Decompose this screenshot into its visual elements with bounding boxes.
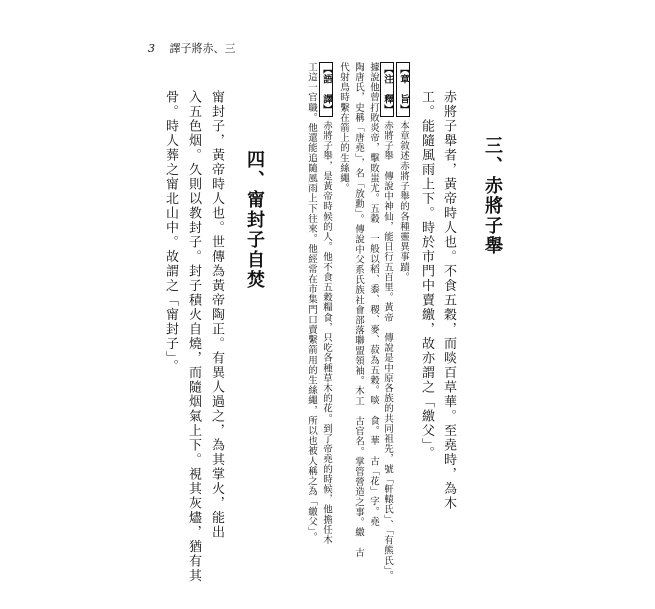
running-header: [148, 42, 308, 56]
yuyi-text-1: 赤將子舉，是黃帝時候的人。他不食五穀糧食，只吃各種草木的花。到了帝堯的時候，他擔任木: [321, 120, 332, 545]
section-4-text-line-1: 甯封子，黃帝時人也。世傳為黃帝陶正。有異人過之，為其掌火，能出: [209, 90, 224, 540]
section-3-text-line-1: 赤將子舉者，黃帝時人也。不食五穀，而啖百草華。至堯時，為木: [441, 90, 456, 511]
section-4-text-line-2: 入五色烟。久則以教封子。封子積火自燒，而隨烟氣上下。視其灰燼，猶有其: [186, 90, 201, 583]
zhushi-line-4: 代射鳥時繫在箭上的生絲繩。: [338, 62, 349, 194]
zhangzhi-label: 【章 旨】: [398, 64, 409, 115]
zhushi-label: 【注 釋】: [382, 64, 393, 115]
page-number: 3: [148, 42, 155, 55]
section-3-title: 三、赤將子舉: [482, 136, 503, 256]
yuyi-line-2: 工這一官職。他還能追隨風雨上下往來。他經常在市集門口賣繫箭用的生絲繩，所以也被人稱之為「繳父」。: [306, 62, 317, 543]
zhushi-line-2: 據說他曾打敗炎帝，擊敗蚩尤。五穀 一般以稻、黍、稷、麥、菽為五穀。啖 食。華 古「花」字。堯: [368, 62, 379, 527]
zhangzhi-text: 本章敘述赤將子舉的各種靈異事蹟。: [398, 120, 409, 283]
yuyi-label: 【語 譯】: [321, 64, 332, 115]
zhushi-line-1: [380, 62, 394, 581]
yuyi-line-1: [319, 62, 333, 545]
section-3-text-line-2: 工。能隨風雨上下。時於市門中賣繳，故亦謂之「繳父」。: [419, 90, 434, 461]
section-4-text-line-3: 骨。時人葬之甯北山中。故謂之「甯封子」。: [163, 90, 178, 374]
section-4-title: 四、甯封子自焚: [244, 150, 265, 290]
zhushi-line-3: 陶唐氏，史稱「唐堯」，名「放勳」。傳說中父系氏族社會部落聯盟領袖。木工 古官名。掌管營造之事。繳 古: [353, 62, 364, 558]
zhangzhi-block: [396, 62, 410, 282]
zhushi-text-1: 赤將子舉 傳說中神仙，能日行五百里。黃帝 傳說是中原各族的共同祖先，號「軒轅氏」、「有熊氏」。: [382, 120, 393, 581]
running-title: 譯子將赤、三: [169, 42, 236, 55]
